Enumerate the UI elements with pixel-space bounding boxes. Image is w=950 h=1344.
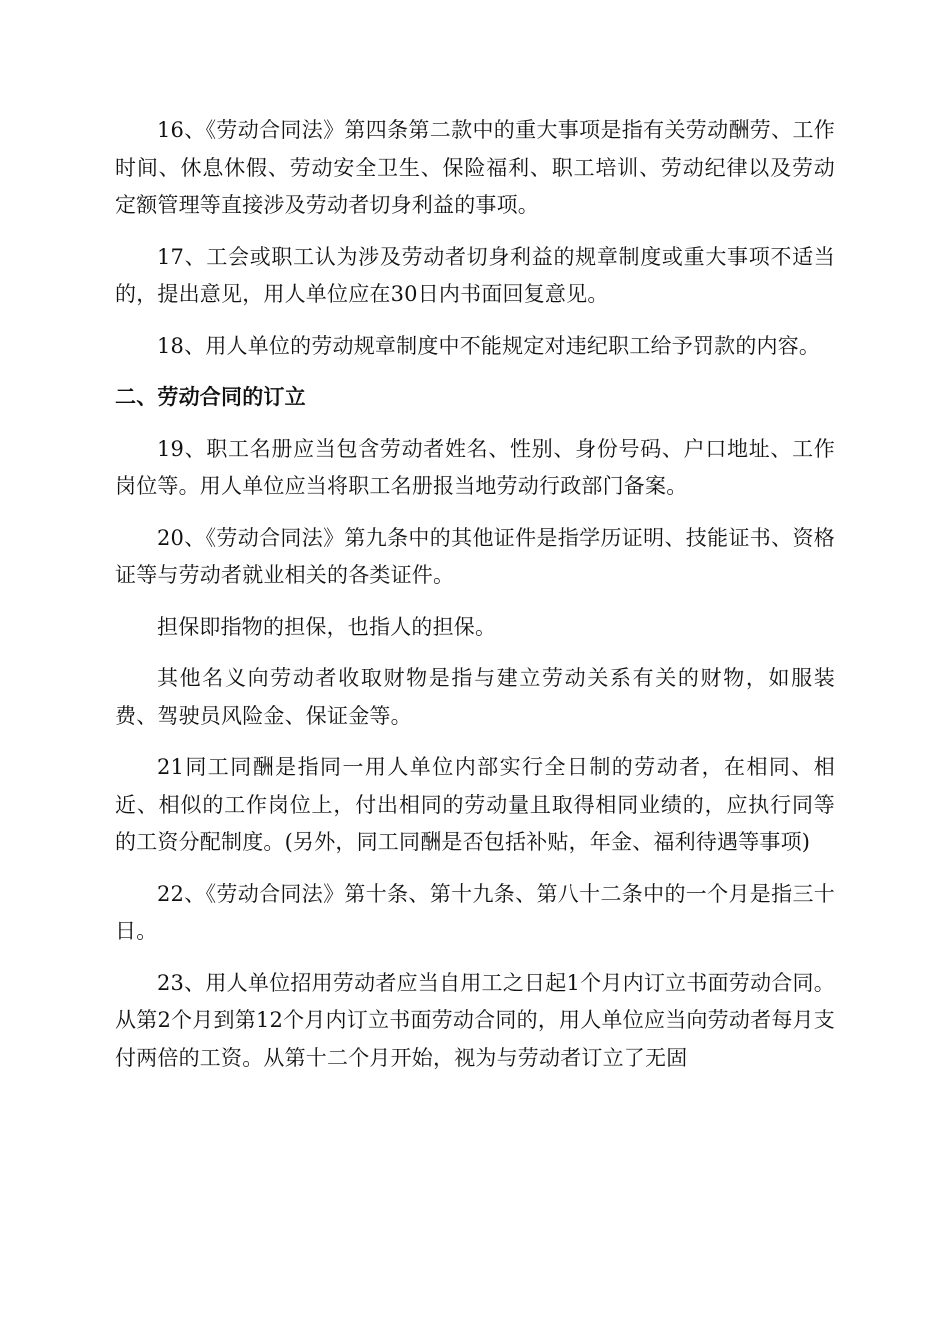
paragraph-22: 22、《劳动合同法》第十条、第十九条、第八十二条中的一个月是指三十日。 bbox=[115, 881, 835, 943]
paragraph-16: 16、《劳动合同法》第四条第二款中的重大事项是指有关劳动酬劳、工作时间、休息休假、劳动安全卫生、保险福利、职工培训、劳动纪律以及劳动定额管理等直接涉及劳动者切身利益的事项。 bbox=[115, 118, 835, 217]
paragraph-guarantee: 担保即指物的担保，也指人的担保。 bbox=[157, 614, 497, 639]
paragraph-20: 20、《劳动合同法》第九条中的其他证件是指学历证明、技能证书、资格证等与劳动者就业相关的各类证件。 bbox=[115, 525, 835, 587]
paragraph-23: 23、用人单位招用劳动者应当自用工之日起1个月内订立书面劳动合同。从第2个月到第12个月内订立书面劳动合同的，用人单位应当向劳动者每月支付两倍的工资。从第十二个月开始，视为与劳动者订立了无固 bbox=[115, 970, 835, 1070]
paragraph-21: 21同工同酬是指同一用人单位内部实行全日制的劳动者，在相同、相近、相似的工作岗位上，付出相同的劳动量且取得相同业绩的，应执行同等的工资分配制度。(另外，同工同酬是否包括补贴，年金、福利待遇等事项) bbox=[115, 755, 835, 854]
paragraph-18: 18、用人单位的劳动规章制度中不能规定对违纪职工给予罚款的内容。 bbox=[157, 333, 821, 358]
paragraph-19: 19、职工名册应当包含劳动者姓名、性别、身份号码、户口地址、工作岗位等。用人单位应当将职工名册报当地劳动行政部门备案。 bbox=[115, 436, 835, 498]
section-heading: 二、劳动合同的订立 bbox=[115, 385, 306, 409]
document-body bbox=[115, 112, 835, 1077]
paragraph-other-property: 其他名义向劳动者收取财物是指与建立劳动关系有关的财物，如服装费、驾驶员风险金、保证金等。 bbox=[115, 666, 835, 728]
paragraph-17: 17、工会或职工认为涉及劳动者切身利益的规章制度或重大事项不适当的，提出意见，用人单位应在30日内书面回复意见。 bbox=[115, 244, 835, 306]
